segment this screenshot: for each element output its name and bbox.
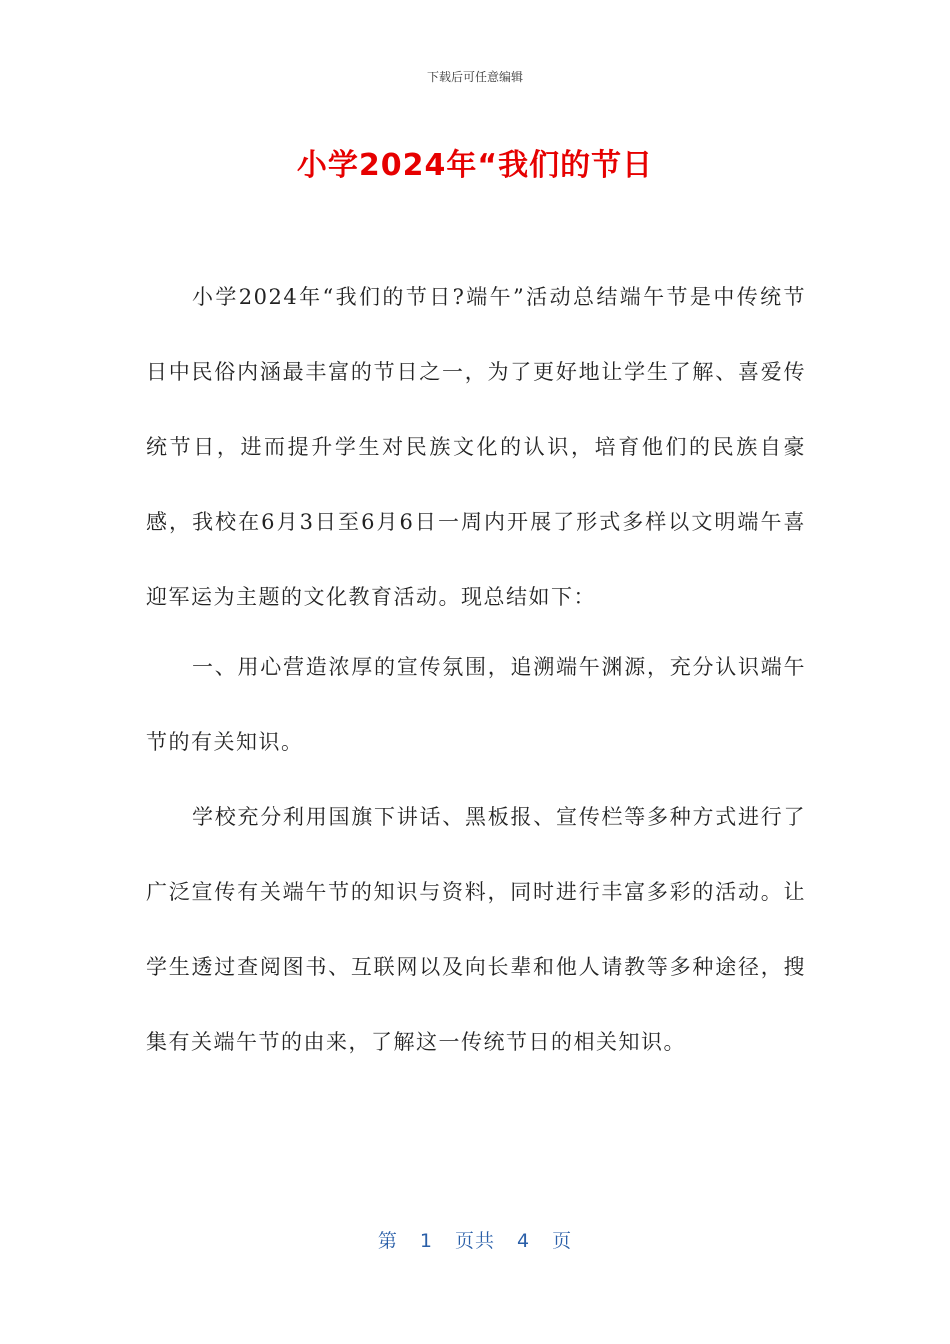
footer-prefix: 第	[377, 1230, 398, 1252]
page-footer	[0, 1226, 950, 1253]
document-title: 小学2024年“我们的节日	[296, 148, 654, 183]
footer-page-total: 4	[517, 1230, 531, 1252]
paragraph-intro: 小学2024年“我们的节日?端午”活动总结端午节是中传统节日中民俗内涵最丰富的节日之一，为了更好地让学生了解、喜爱传统节日，进而提升学生对民族文化的认识，培育他们的民族自豪感，我校在6月3日至6月6日一周内开展了形式多样以文明端午喜迎军运为主题的文化教育活动。现总结如下：	[146, 285, 806, 609]
footer-page-current: 1	[419, 1230, 433, 1252]
paragraph-publicity: 学校充分利用国旗下讲话、黑板报、宣传栏等多种方式进行了广泛宣传有关端午节的知识与资料，同时进行丰富多彩的活动。让学生透过查阅图书、互联网以及向长辈和他人请教等多种途径，搜集有关端午节的由来，了解这一传统节日的相关知识。	[146, 805, 806, 1054]
paragraph-section-heading: 一、用心营造浓厚的宣传氛围，追溯端午渊源，充分认识端午节的有关知识。	[146, 655, 806, 754]
footer-middle: 页共	[454, 1230, 495, 1252]
footer-suffix: 页	[552, 1230, 573, 1252]
header-note: 下载后可任意编辑	[426, 70, 523, 84]
